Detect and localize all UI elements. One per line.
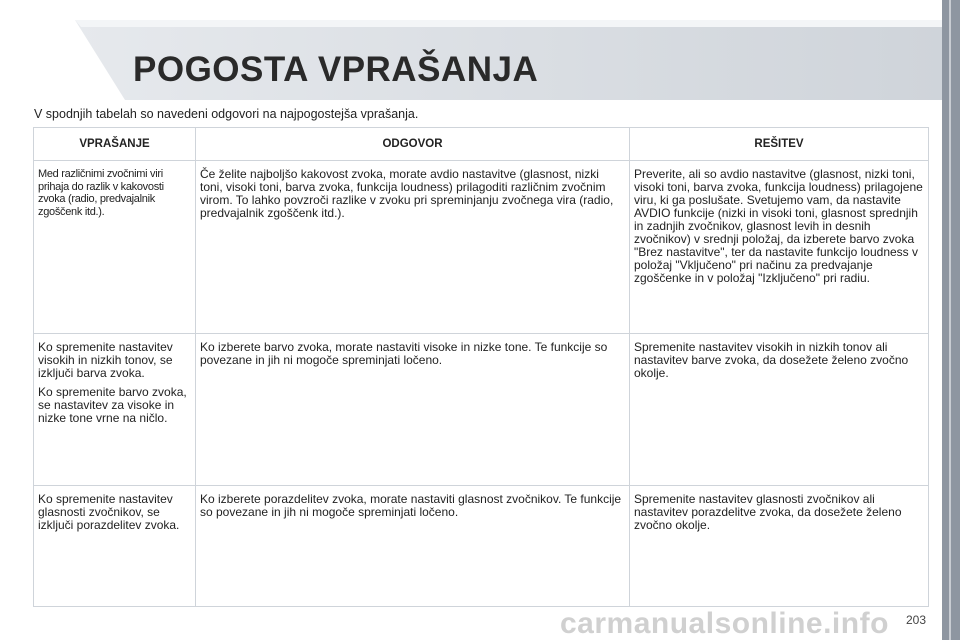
column-header-answer: ODGOVOR xyxy=(196,128,630,161)
answer-cell: Ko izberete porazdelitev zvoka, morate nastaviti glasnost zvočnikov. Te funkcije so povezane in jih ni mogoče spreminjati ločeno. xyxy=(196,486,630,607)
intro-text: V spodnjih tabelah so navedeni odgovori na najpogostejša vprašanja. xyxy=(34,107,419,121)
question-cell xyxy=(34,486,196,607)
question-text: Ko spremenite nastavitev glasnosti zvočnikov, se izključi porazdelitev zvoka. xyxy=(38,492,180,532)
column-header-solution: REŠITEV xyxy=(630,128,929,161)
solution-cell: Preverite, ali so avdio nastavitve (glasnost, nizki toni, visoki toni, barva zvoka, funkcija loudness) prilagojene viru, ki ga poslušate. Svetujemo vam, da nastavite AVDIO funkcije (nizki in visoki toni, glasnost sprednjih in zadnjih zvočnikov, glasnost levih in desnih zvočnikov) v srednji položaj, da izberete barvo zvoka "Brez nastavitve", ter da nastavite funkcijo loudness v položaj "Vključeno" pri načinu za predvajanje zgoščenke in v položaj "Izključeno" pri radiu. xyxy=(630,161,929,334)
table-row xyxy=(34,161,929,334)
answer-cell: Ko izberete barvo zvoka, morate nastaviti visoke in nizke tone. Te funkcije so povezane in jih ni mogoče spreminjati ločeno. xyxy=(196,334,630,486)
question-text: Med različnimi zvočnimi viri prihaja do razlik v kakovosti zvoka (radio, predvajalnik zgoščenk itd.). xyxy=(38,168,164,218)
faq-table xyxy=(33,127,929,607)
answer-cell: Če želite najboljšo kakovost zvoka, morate avdio nastavitve (glasnost, nizki toni, visoki toni, barva zvoka, funkcija loudness) prilagoditi različnim zvočnim virom. To lahko povzroči razlike v zvoku pri spreminjanju zvočnega vira (radio, predvajalnik zgoščenk itd.). xyxy=(196,161,630,334)
table-header-row xyxy=(34,128,929,161)
question-cell xyxy=(34,161,196,334)
solution-cell: Spremenite nastavitev visokih in nizkih tonov ali nastavitev barve zvoka, da dosežete želeno zvočno okolje. xyxy=(630,334,929,486)
page-edge-bar xyxy=(942,0,960,640)
watermark: carmanualsonline.info xyxy=(560,607,889,640)
table-row xyxy=(34,334,929,486)
question-text: Ko spremenite barvo zvoka, se nastavitev za visoke in nizke tone vrne na ničlo. xyxy=(38,385,187,425)
page-number: 203 xyxy=(906,613,927,627)
question-text: Ko spremenite nastavitev visokih in nizkih tonov, se izključi barva zvoka. xyxy=(38,340,173,380)
question-cell xyxy=(34,334,196,486)
page-title: POGOSTA VPRAŠANJA xyxy=(133,50,539,89)
table-row xyxy=(34,486,929,607)
column-header-question: VPRAŠANJE xyxy=(34,128,196,161)
solution-cell: Spremenite nastavitev glasnosti zvočnikov ali nastavitev porazdelitve zvoka, da dosežete želeno zvočno okolje. xyxy=(630,486,929,607)
